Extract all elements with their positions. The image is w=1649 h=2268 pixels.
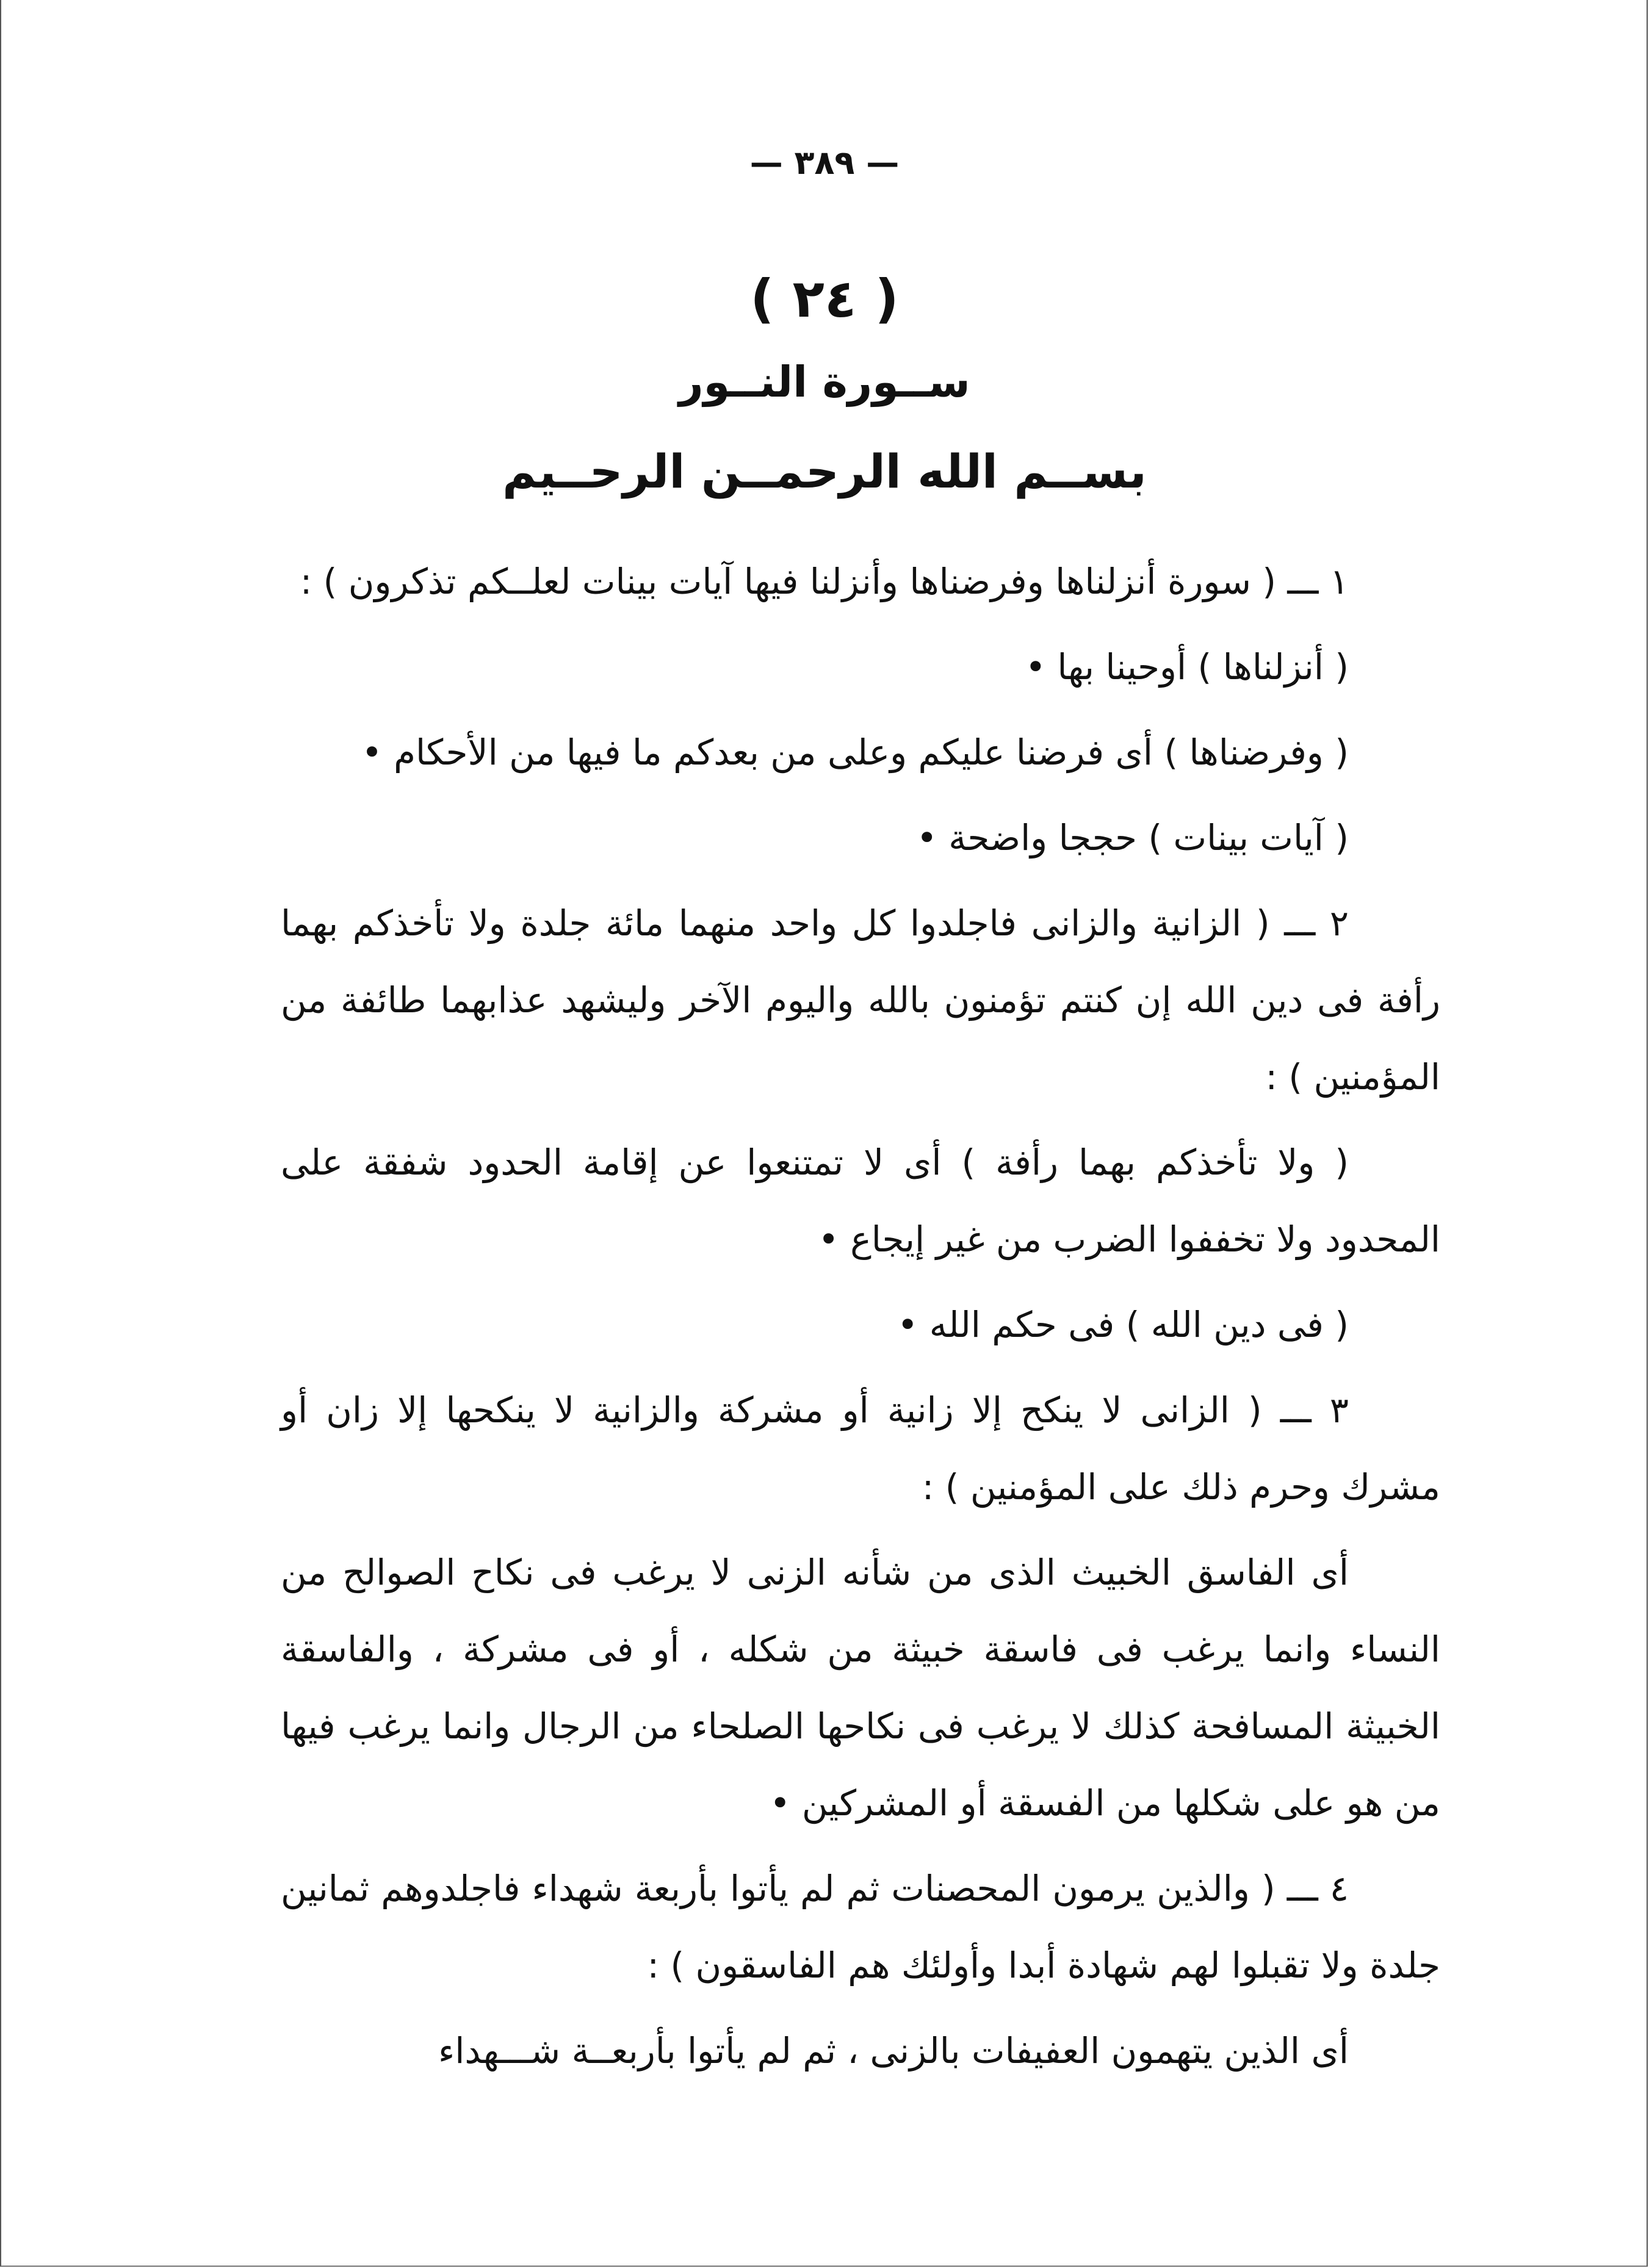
verse-1-paragraph: ١ ـــ ( سورة أنزلناها وفرضناها وأنزلنا فيها آيات بينات لعلــكم تذكرون ) : [300,561,1349,602]
body-text [281,543,1440,2098]
commentary-paragraph: أى الذين يتهمون العفيفات بالزنى ، ثم لم يأتوا بأربعــة شـــهداء [438,2030,1349,2072]
basmala: بســم الله الرحمــن الرحــيم [502,444,1147,499]
gloss-paragraph: ( فى دين الله ) فى حكم الله • [897,1304,1349,1345]
gloss-paragraph: ( أنزلناها ) أوحينا بها • [1025,646,1349,688]
gloss-paragraph: ( وفرضناها ) أى فرضنا عليكم وعلى من بعدكم ما فيها من الأحكام • [361,732,1349,773]
surah-title: ســورة النــور [679,357,970,407]
gloss-paragraph: ( آيات بينات ) حججا واضحة • [916,817,1349,859]
gloss-paragraph: ( ولا تأخذكم بهما رأفة ) أى لا تمتنعوا عن إقامة الحدود شفقة على المحدود ولا تخففوا الضرب من غير إيجاع • [281,1142,1440,1260]
commentary-paragraph: أى الفاسق الخبيث الذى من شأنه الزنى لا يرغب فى نكاح الصوالح من النساء وانما يرغب فى فاسقة خبيثة من شكله ، أو فى مشركة ، والفاسقة الخبيثة المسافحة كذلك لا يرغب فى نكاحها الصلحاء من الرجال وانما يرغب فيها من هو على شكلها من الفسقة أو المشركين • [281,1552,1440,1824]
verse-4-paragraph: ٤ ـــ ( والذين يرمون المحصنات ثم لم يأتوا بأربعة شهداء فاجلدوهم ثمانين جلدة ولا تقبلوا لهم شهادة أبدا وأولئك هم الفاسقون ) : [281,1868,1440,1986]
verse-2-paragraph: ٢ ـــ ( الزانية والزانى فاجلدوا كل واحد منهما مائة جلدة ولا تأخذكم بهما رأفة فى دين الله إن كنتم تؤمنون بالله واليوم الآخر وليشهد عذابهما طائفة من المؤمنين ) : [281,902,1440,1098]
page-number: — ٣٨٩ — [749,143,900,182]
verse-3-paragraph: ٣ ـــ ( الزانى لا ينكح إلا زانية أو مشركة والزانية لا ينكحها إلا زان أو مشرك وحرم ذلك على المؤمنين ) : [281,1389,1440,1508]
chapter-number: ( ٢٤ ) [750,268,899,329]
